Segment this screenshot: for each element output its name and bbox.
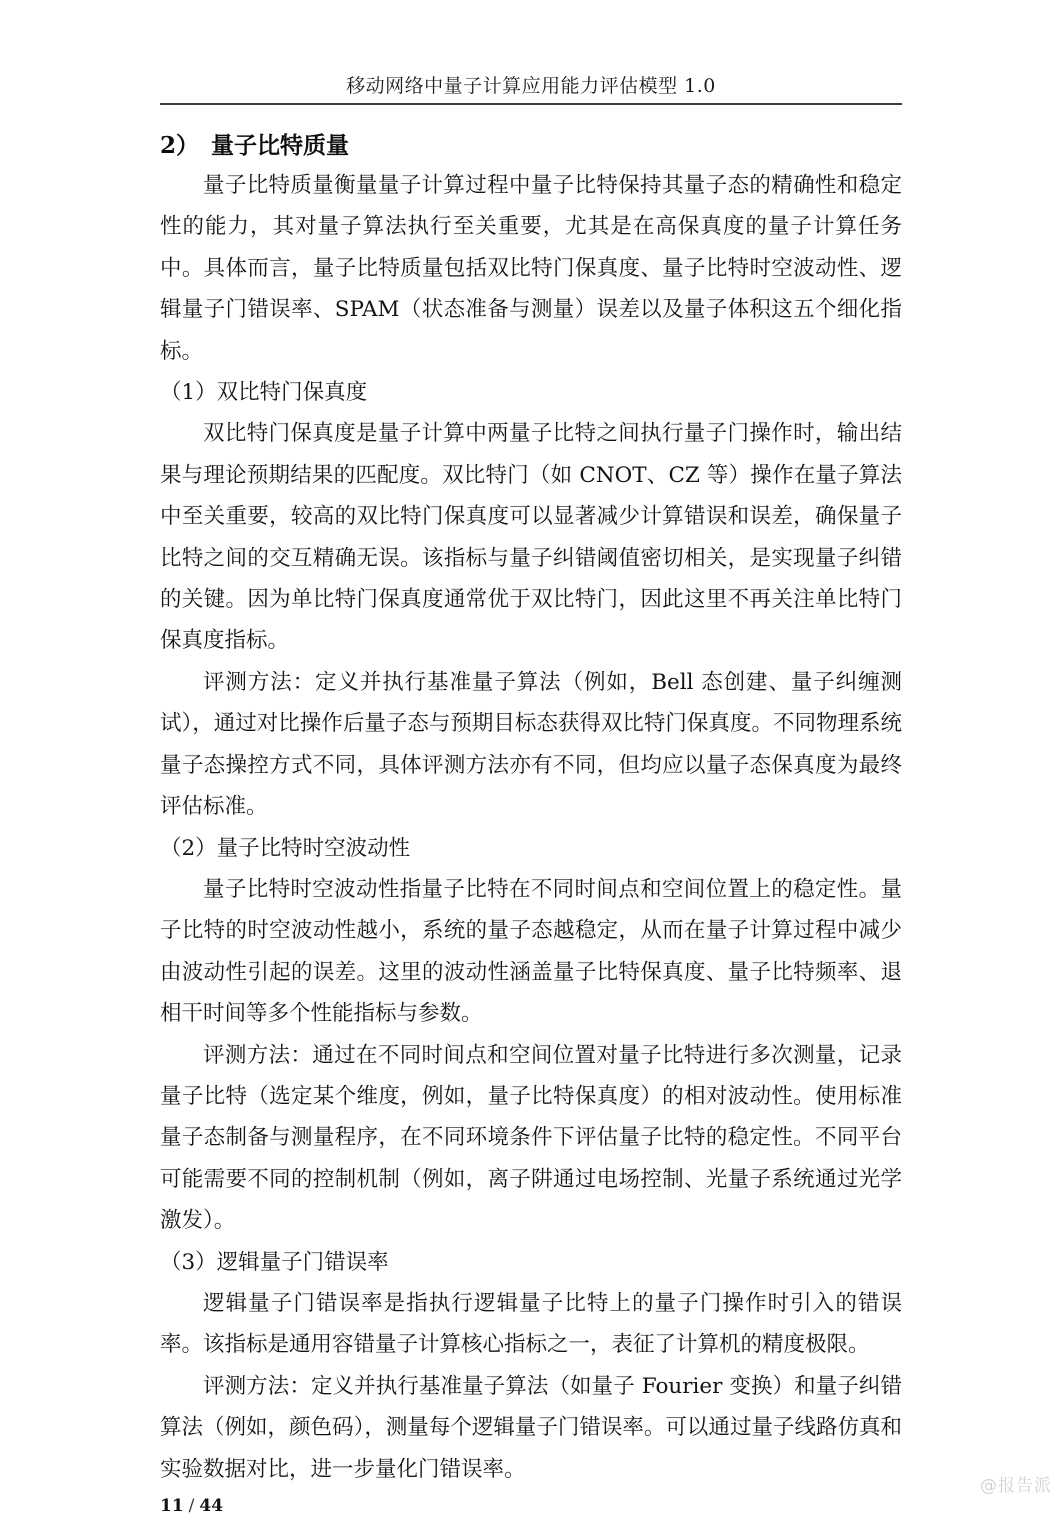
page-number-separator: / [188, 1496, 195, 1516]
sub-heading: （2）量子比特时空波动性 [160, 835, 411, 861]
paragraph: 逻辑量子门错误率是指执行逻辑量子比特上的量子门操作时引入的错误率。该指标是通用容错量子计算核心指标之一，表征了计算机的精度极限。 [160, 1290, 902, 1358]
watermark: @报告派 [980, 1476, 1052, 1496]
paragraph: 评测方法：定义并执行基准量子算法（如量子 Fourier 变换）和量子纠错算法（例如，颜色码），测量每个逻辑量子门错误率。可以通过量子线路仿真和实验数据对比，进一步量化门错误率。 [160, 1373, 902, 1482]
total-page-count: 44 [199, 1496, 224, 1516]
sub-heading: （3）逻辑量子门错误率 [160, 1249, 389, 1275]
section-title: 量子比特质量 [211, 132, 350, 159]
header-divider [160, 99, 902, 105]
page-number-indicator [160, 1495, 902, 1518]
paragraph: 双比特门保真度是量子计算中两量子比特之间执行量子门操作时，输出结果与理论预期结果的匹配度。双比特门（如 CNOT、CZ 等）操作在量子算法中至关重要，较高的双比特门保真度可以显著减少计算错误和误差，确保量子比特之间的交互精确无误。该指标与量子纠错阈值密切相关，是实现量子纠错的关键。因为单比特门保真度通常优于双比特门，因此这里不再关注单比特门保真度指标。 [160, 421, 902, 654]
paragraph: 量子比特时空波动性指量子比特在不同时间点和空间位置上的稳定性。量子比特的时空波动性越小，系统的量子态越稳定，从而在量子计算过程中减少由波动性引起的误差。这里的波动性涵盖量子比特保真度、量子比特频率、退相干时间等多个性能指标与参数。 [160, 876, 902, 1027]
sub-heading: （1）双比特门保真度 [160, 380, 368, 406]
paragraph: 评测方法：通过在不同时间点和空间位置对量子比特进行多次测量，记录量子比特（选定某个维度，例如，量子比特保真度）的相对波动性。使用标准量子态制备与测量程序，在不同环境条件下评估量子比特的稳定性。不同平台可能需要不同的控制机制（例如，离子阱通过电场控制、光量子系统通过光学激发）。 [160, 1042, 902, 1234]
document-title: 移动网络中量子计算应用能力评估模型 1.0 [346, 75, 716, 97]
section-number: 2） [160, 132, 200, 159]
document-body [160, 165, 902, 1490]
section-heading [160, 130, 902, 162]
page-header [160, 0, 902, 99]
paragraph: 评测方法：定义并执行基准量子算法（例如，Bell 态创建、量子纠缠测试），通过对比操作后量子态与预期目标态获得双比特门保真度。不同物理系统量子态操控方式不同，具体评测方法亦有不同，但均应以量子态保真度为最终评估标准。 [160, 669, 902, 820]
current-page-number: 11 [160, 1496, 184, 1516]
paragraph: 量子比特质量衡量量子计算过程中量子比特保持其量子态的精确性和稳定性的能力，其对量子算法执行至关重要，尤其是在高保真度的量子计算任务中。具体而言，量子比特质量包括双比特门保真度、量子比特时空波动性、逻辑量子门错误率、SPAM（状态准备与测量）误差以及量子体积这五个细化指标。 [160, 173, 902, 364]
